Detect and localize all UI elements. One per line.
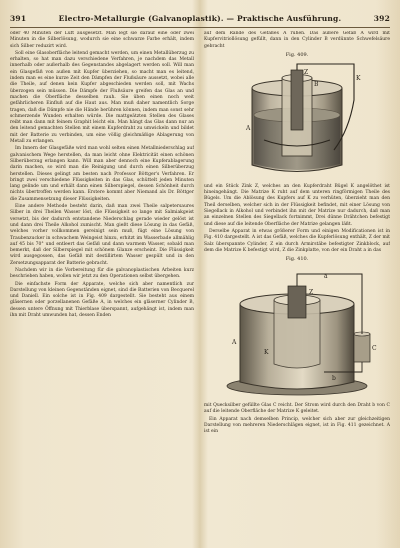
figure-410 bbox=[204, 256, 390, 399]
running-title: Electro-Metallurgie (Galvanoplastik). — Praktische Ausführung. bbox=[58, 13, 342, 23]
svg-text:b: b bbox=[332, 375, 336, 383]
paragraph: und ein Stück Zink Z, welches an den Kupferdraht Bügel K angelöthet ist hineingehängt. Die Matrize K ruht auf dem unteren ringförmigen Theile des Bügels. Um die Ablösung des Kupfers auf K zu verhüten, überzieht man den Theil derselben, welcher sich in der Flüssigkeit befindet, mit einer Lösung von Siegellack in Alkohol und verbindet ihn mit der Matrize nur dadurch, daß man an einzelnen Stellen des Siegellack fortnimmt, Drei dünne Drähtchen befestigt und diese auf die leitende Oberfläche der Matrize gelangen läßt. bbox=[204, 183, 390, 227]
svg-text:K: K bbox=[356, 74, 361, 82]
svg-text:Z: Z bbox=[304, 68, 309, 76]
page-number-right: 392 bbox=[373, 13, 390, 23]
paragraph: auf dem Rande des Gefäßes A ruhen. Das äußere Gefäß A wird mit Kupfervitriollösung gefüllt, dann in den Cylinder B verdünnte Schwefelsäure gebracht bbox=[204, 31, 390, 49]
large-apparatus-illustration bbox=[204, 264, 390, 399]
paragraph: oder 40 Minuten der Luft ausgesetzt. Man legt sie darauf eine oder zwei Minuten in die Silberlösung, wodurch sie eine schwarze Farbe erhält, indem sich Silber reduzirt wird. bbox=[10, 31, 194, 49]
figure-caption: Fig. 410. bbox=[285, 256, 309, 263]
header-rule bbox=[10, 27, 390, 28]
paragraph: Eine andere Methode besteht darin, daß man zwei Theile salpetersaures Silber in drei Theilen Wasser löst, die Flüssigkeit so lange mit Salmiakgeist versetzt, bis der dadurch entstandene Niederschlag gerade wieder gelöst ist und dann drei Theile Alkohol zumischt. Man gießt diese Lösung in das Gefäß, welches vorher vollkommen gereinigt sein muß, fügt eine Lösung von Traubenzucker in schwachem Weingeist hinzu, erhitzt im Wasserbade allmählig auf 45 bis 70° und entleert das Gefäß und dann warmem Wasser, sobald man bemerkt, daß der Silberspiegel mit schönem Glanze erscheint. Die Flüssigkeit wird ausgegossen, das Gefäß mit destillirtem Wasser gespült und in den Zersetzungsapparat der Batterie gebracht. bbox=[10, 204, 194, 266]
svg-text:A: A bbox=[232, 339, 237, 347]
daniell-cell-illustration bbox=[204, 60, 390, 180]
figure-caption: Fig. 409. bbox=[285, 51, 309, 58]
paragraph: Ein Apparat nach demselben Princip, welcher sich aber zur gleichzeitigen Darstellung von mehreren Niederschlägen eignet, ist in Fig. 411 gezeichnet. A ist ein bbox=[204, 416, 390, 435]
paragraph: Nachdem wir in die Vorbereitung für die galvanoplastischen Arbeiten kurz beschrieben haben, wollen wir jetzt zu den Operationen selbst übergehen. bbox=[10, 267, 194, 280]
svg-text:A: A bbox=[246, 124, 251, 132]
svg-text:B: B bbox=[314, 80, 319, 88]
paragraph: Im Innern der Glasgefäße wird man wohl selten einen Metallniederschlag auf galvanischem Wege herstellen, da man leicht ohne Elektricität einen schönen Silberüberzug erlangen kann. Will man aber dennoch eine Kupferablagerung darin machen, so wird man die Reinigung und durch einen Silberüberzug herstellen. Dieses gelingt am besten nach Professor Böttger's Verfahren. Er bringt zwei verschiedene Flüssigkeiten in das Glas, schüttelt jeden Minuten lang gelinde um und erhält dann einen Silberspiegel, dessen Schönheit durch nichts übertroffen werden kann. Erstere kommt aber Niemand als Dr. Böttger die Zusammensetzung dieser Flüssigkeiten. bbox=[10, 146, 194, 202]
running-header bbox=[10, 10, 390, 26]
svg-text:Z: Z bbox=[309, 289, 314, 297]
right-column bbox=[204, 31, 390, 538]
paragraph: mit Quecksilber gefüllte Glas C reicht. Der Strom wird durch den Draht b von C auf die leitende Oberfläche der Matrize K geleitet. bbox=[204, 403, 390, 415]
figure-409 bbox=[204, 52, 390, 180]
paragraph: Soll eine Glasoberfläche leitend gemacht werden, um einen Metallüberzug zu erhalten, so hat man dazu verschiedene Verfahren, je nachdem das Metall innerhalb oder außerhalb des Gegenstandes abgelagert werden soll. Will man ein Glasgefäß von außen mit Kupfer überziehen, so macht man es leitend, indem man es eine kurze Zeit den Dämpfen der Flußsäure aussetzt, wobei alle die Theile, auf denen kein Kupfer abgeschieden werden soll, mit Wachs überzogen sein müssen. Die Dämpfe der Flußsäure greifen das Glas an und machen die Oberfläche desselben rauh. Sie üben einen noch weit gefährlicheren Einfluß auf die Haut aus. Man muß daher namentlich Sorge tragen, daß die Dämpfe nie die Hände berühren können, indem man sonst sehr schmerzende Wunden erhalten würde. Die mattgeätzten Stellen des Glases reibt man dann mit feinem Graphit leicht ein. Man hängt das Glas dann nur an den leitend gemachten Stellen mit einem Kupferdraht zu umwickeln und bildet mit der Batterie zu verbinden, um eine völlig gleichmäßige Ablagerung von Metall zu erlangen. bbox=[10, 50, 194, 145]
svg-text:C: C bbox=[372, 345, 377, 353]
page-number-left: 391 bbox=[10, 13, 27, 23]
paragraph: Derselbe Apparat in etwas größerer Form und einigen Modificationen ist in Fig. 410 dargestellt. A ist das Gefäß, welches die Kupferlösung enthält, Z der mit Salz überspannte Cylinder, Z ein durch Armirstäbe befestigter Zinkblock, auf dem die Matrize K befestigt wird, Z die Zinkplatte, von der ein Draht a in das bbox=[204, 228, 390, 253]
svg-text:K: K bbox=[264, 349, 269, 357]
paragraph: Die einfachste Form der Apparate, welche sich aber namentlich zur Darstellung von kleinen Gegenständen eignet, sind die Batterien von Becquerel und Daniell. Ein solche ist in Fig. 409 dargestellt. Sie besteht aus einem gläsernen oder porzellanenen Gefäße A, in welches ein gläserner Cylinder B, dessen untere Öffnung mit Thierblase überspannt, aufgehängt ist, indem man ihn mit Draht umwunden hat, dessen Enden bbox=[10, 281, 194, 319]
left-column bbox=[10, 31, 194, 538]
svg-text:a: a bbox=[324, 273, 328, 281]
